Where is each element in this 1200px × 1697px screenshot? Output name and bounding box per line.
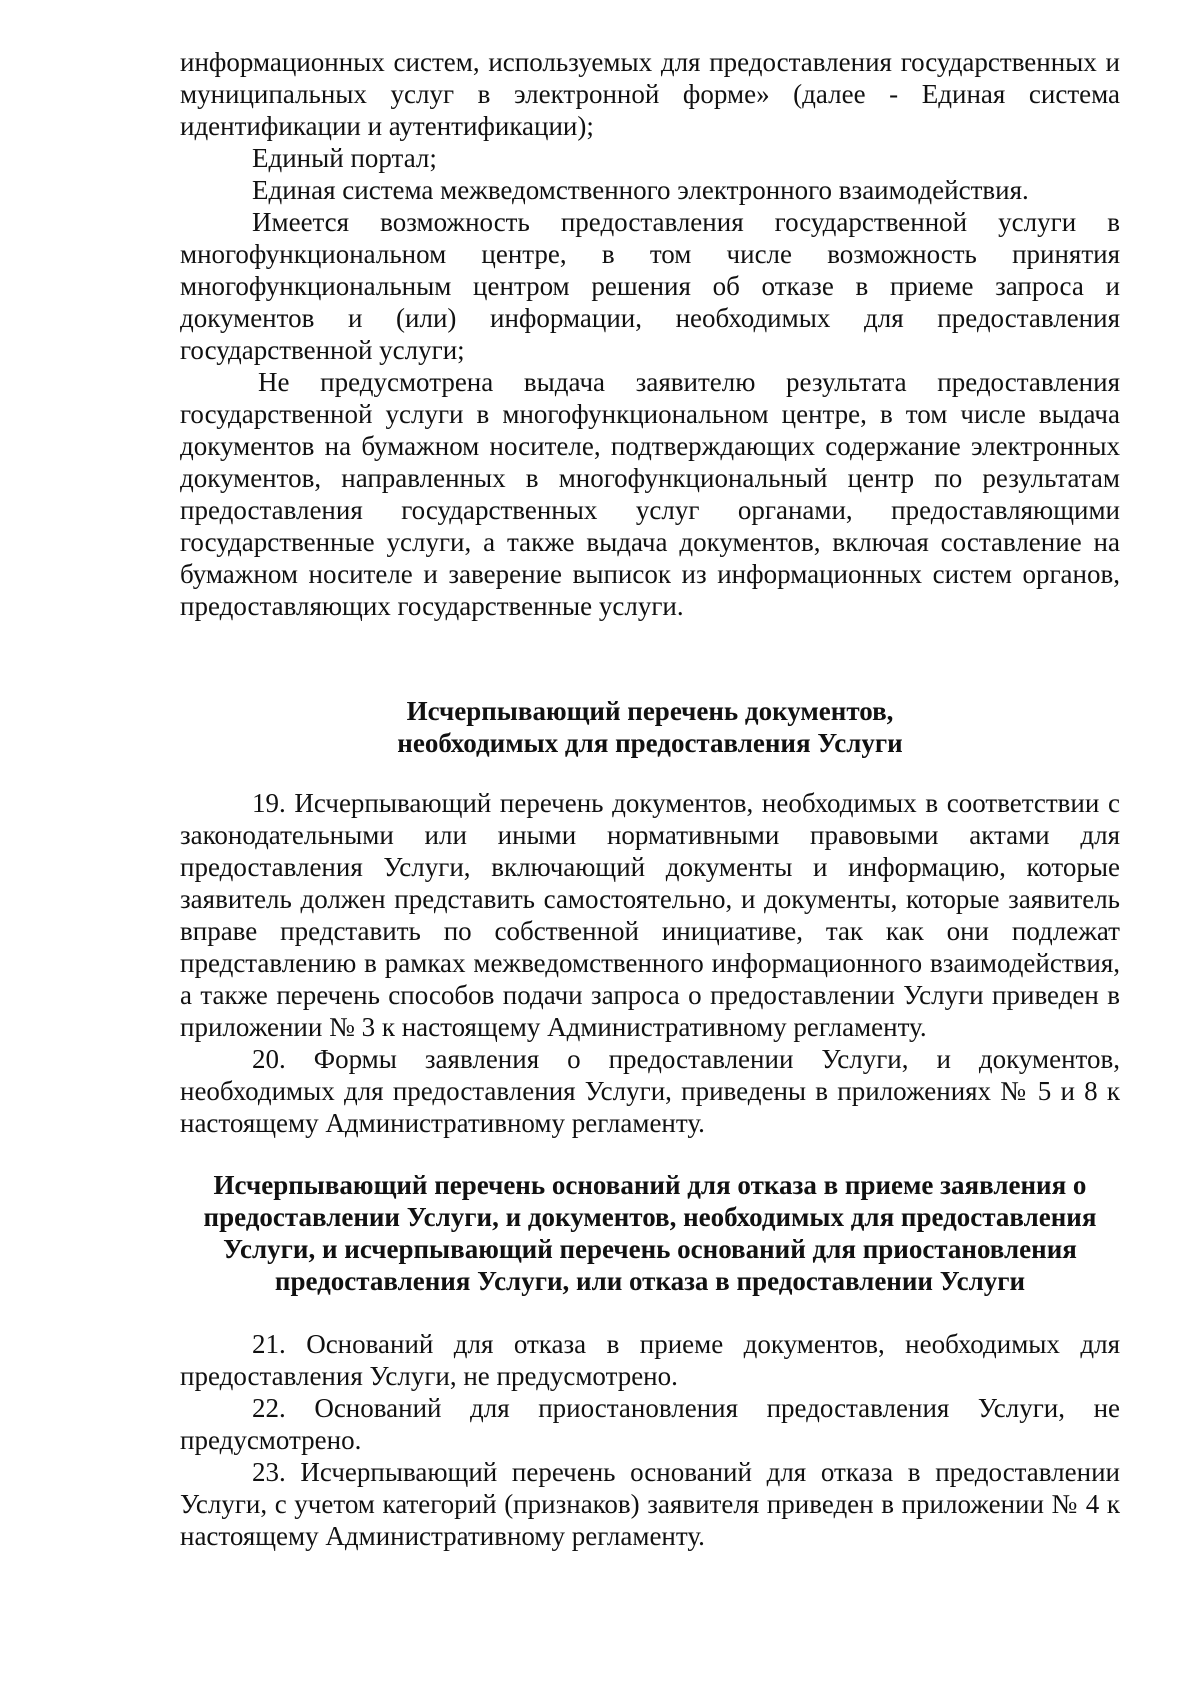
clause-22: 22. Оснований для приостановления предоставления Услуги, не предусмотрено.	[180, 1393, 1120, 1455]
paragraph-mfc-possibility: Имеется возможность предоставления государственной услуги в многофункциональном центре, в том числе возможность принятия многофункциональным центром решения об отказе в приеме запроса и документов и (или) информации, необходимых для предоставления государственной услуги;	[180, 207, 1120, 365]
section-heading-line: Исчерпывающий перечень оснований для отказа в приеме заявления о	[213, 1170, 1087, 1200]
spacer	[180, 622, 1120, 695]
spacer	[180, 759, 1120, 787]
section-heading-refusal-grounds	[180, 1169, 1120, 1297]
paragraph-interagency-system: Единая система межведомственного электронного взаимодействия.	[252, 175, 1029, 205]
spacer	[180, 1139, 1120, 1169]
clause-19: 19. Исчерпывающий перечень документов, необходимых в соответствии с законодательными или иными нормативными правовыми актами для предоставления Услуги, включающий документы и информацию, которые заявитель должен представить самостоятельно, и документы, которые заявитель вправе представить по собственной инициативе, так как они подлежат представлению в рамках межведомственного информационного взаимодействия, а также перечень способов подачи запроса о предоставлении Услуги приведен в приложении № 3 к настоящему Административному регламенту.	[180, 788, 1120, 1042]
clause-21: 21. Оснований для отказа в приеме документов, необходимых для предоставления Услуги, не предусмотрено.	[180, 1329, 1120, 1391]
section-heading-line: Услуги, и исчерпывающий перечень оснований для приостановления	[223, 1234, 1077, 1264]
section-heading-line: необходимых для предоставления Услуги	[397, 728, 903, 758]
paragraph-unified-portal: Единый портал;	[252, 143, 437, 173]
section-heading-documents	[180, 695, 1120, 759]
section-heading-line: Исчерпывающий перечень документов,	[406, 696, 894, 726]
section-heading-line: предоставления Услуги, или отказа в предоставлении Услуги	[274, 1266, 1026, 1296]
section-heading-line: предоставлении Услуги, и документов, необходимых для предоставления	[203, 1202, 1097, 1232]
clause-23: 23. Исчерпывающий перечень оснований для отказа в предоставлении Услуги, с учетом категорий (признаков) заявителя приведен в приложении № 4 к настоящему Административному регламенту.	[180, 1457, 1120, 1551]
paragraph-identification-system: информационных систем, используемых для предоставления государственных и муниципальных услуг в электронной форме» (далее - Единая система идентификации и аутентификации);	[180, 47, 1120, 141]
paragraph-mfc-not-provided: Не предусмотрена выдача заявителю результата предоставления государственной услуги в многофункциональном центре, в том числе выдача документов на бумажном носителе, подтверждающих содержание электронных документов, направленных в многофункциональный центр по результатам предоставления государственных услуг органами, предоставляющими государственные услуги, а также выдача документов, включая составление на бумажном носителе и заверение выписок из информационных систем органов, предоставляющих государственные услуги.	[180, 367, 1120, 621]
spacer	[180, 1297, 1120, 1328]
clause-20: 20. Формы заявления о предоставлении Услуги, и документов, необходимых для предоставления Услуги, приведены в приложениях № 5 и 8 к настоящему Административному регламенту.	[180, 1044, 1120, 1138]
document-page	[180, 46, 1120, 1552]
